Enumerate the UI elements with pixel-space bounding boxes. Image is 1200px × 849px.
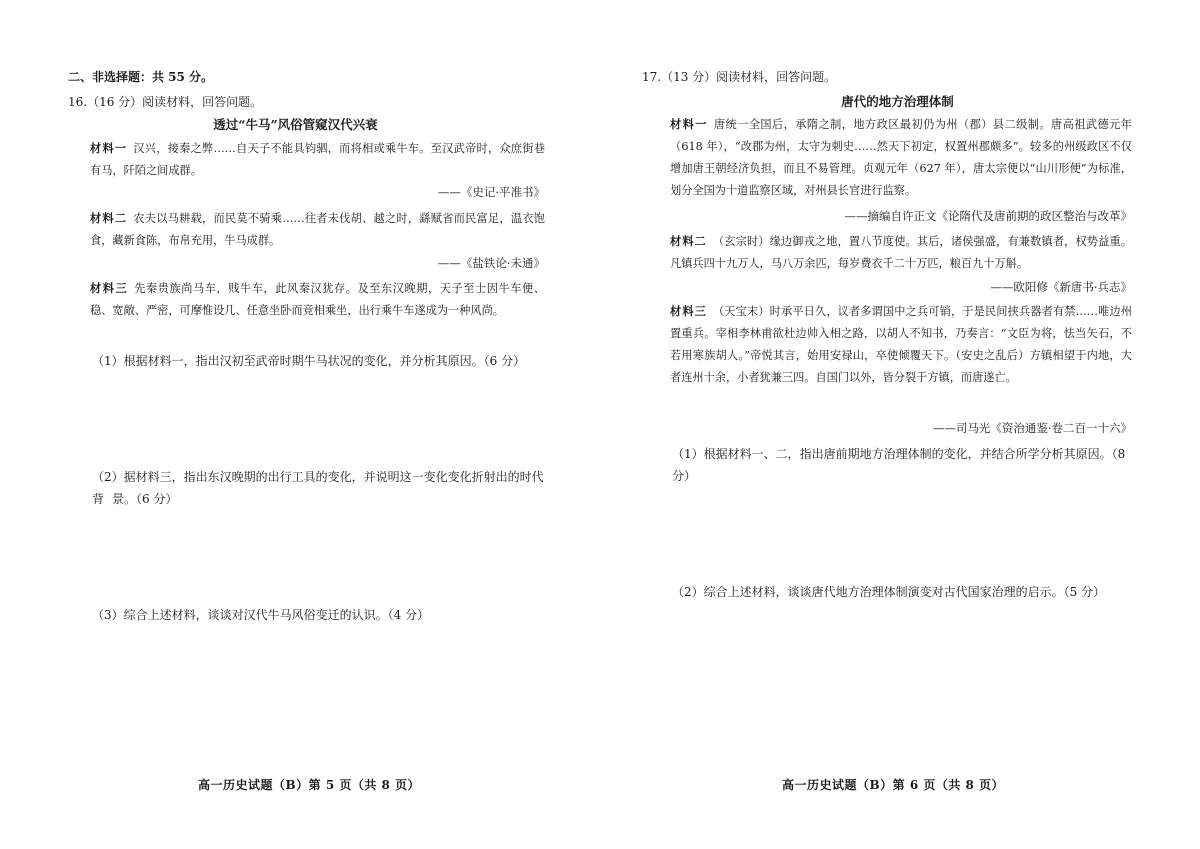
q16-material-2 — [90, 207, 545, 252]
material-label: 材料三 — [670, 304, 707, 318]
q17-material-2-source: ——欧阳修《新唐书·兵志》 — [990, 280, 1132, 294]
q16-material-2-source: ——《盐铁论·未通》 — [437, 256, 545, 270]
q16-material-1 — [90, 137, 545, 182]
material-text: （天宝末）时承平日久，议者多谓国中之兵可销，于是民间挟兵器者有禁……唯边州置重兵。宰相李林甫欲杜边帅入相之路，以胡人不知书，乃奏言：“文臣为将，怯当矢石，不若用寒族胡人。”帝悦其言，始用安禄山，卒使倾覆天下。（安史之乱后）方镇相望于内地，大者连州十余，小者犹兼三四。自国门以外，皆分裂于方镇，而唐遂亡。 — [670, 305, 1132, 384]
q17-subquestion-1: （1）根据材料一、二，指出唐前期地方治理体制的变化，并结合所学分析其原因。（8 分） — [672, 447, 1126, 483]
material-label: 材料一 — [670, 117, 708, 131]
q16-subquestion-1: （1）根据材料一，指出汉初至武帝时期牛马状况的变化，并分析其原因。（6 分） — [92, 354, 526, 368]
q16-subquestion-2-line-1: （2）据材料三，指出东汉晚期的出行工具的变化，并说明这一变化变化折射出的时代背 — [92, 470, 544, 506]
exam-page-6 — [600, 0, 1200, 849]
material-label: 材料三 — [90, 281, 129, 295]
question-16-title: 透过“牛马”风俗管窥汉代兴衰 — [213, 117, 378, 132]
q17-material-2 — [670, 230, 1132, 275]
page-footer: 高一历史试题（B）第 5 页（共 8 页） — [198, 778, 421, 792]
section-header: 二、非选择题：共 55 分。 — [68, 70, 214, 84]
q17-subquestion-2: （2）综合上述材料，谈谈唐代地方治理体制演变对古代国家治理的启示。（5 分） — [672, 585, 1106, 599]
material-label: 材料一 — [90, 141, 128, 155]
q17-material-1 — [670, 113, 1132, 202]
material-text: （玄宗时）缘边御戎之地，置八节度使。其后，诸侯强盛，有兼数镇者，权势益重。凡镇兵四十九万人，马八万余匹，每岁费衣千二十万匹，粮百九十万斛。 — [670, 235, 1132, 270]
material-text: 先秦贵族尚马车，贱牛车，此风秦汉犹存。及至东汉晚期，天子至士因牛车便、稳、宽敞、严密，可摩惟设几、任意坐卧而竞相乘坐，出行乘牛车遂成为一种风尚。 — [90, 282, 545, 317]
q16-subquestion-3: （3）综合上述材料，谈谈对汉代牛马风俗变迁的认识。（4 分） — [92, 608, 430, 622]
question-17-stem: 17.（13 分）阅读材料，回答问题。 — [642, 70, 837, 84]
q16-subquestion-2-line-2: 景。（6 分） — [112, 492, 178, 506]
q17-material-3 — [670, 300, 1132, 389]
material-label: 材料二 — [670, 234, 707, 248]
q16-material-1-source: ——《史记·平准书》 — [437, 185, 545, 199]
q16-material-3 — [90, 277, 545, 322]
material-text: 农夫以马耕载，而民莫不骑乘……往者未伐胡、越之时，繇赋省而民富足，温衣饱食，藏新食陈，布帛充用，牛马成群。 — [90, 212, 545, 247]
material-label: 材料二 — [90, 211, 128, 225]
question-17-title: 唐代的地方治理体制 — [841, 94, 954, 109]
material-text: 唐统一全国后，承隋之制，地方政区最初仍为州（郡）县二级制。唐高祖武德元年（618 年），“改郡为州，太守为刺史……然天下初定，权置州郡颇多”。较多的州级政区不仅增加唐王朝经济负担，而且不易管理。贞观元年（627 年），唐太宗便以“山川形便”为标准，划分全国为十道监察区域，对州县长官进行监察。 — [670, 118, 1132, 197]
q17-material-1-source: ——摘编自许正文《论隋代及唐前期的政区整治与改革》 — [844, 209, 1132, 223]
q17-material-3-source: ——司马光《资治通鉴·卷二百一十六》 — [932, 421, 1132, 435]
question-16-stem: 16.（16 分）阅读材料，回答问题。 — [68, 95, 263, 109]
page-footer: 高一历史试题（B）第 6 页（共 8 页） — [782, 778, 1005, 792]
material-text: 汉兴，接秦之弊……自天子不能具钧驷，而将相或乘牛车。至汉武帝时，众庶街巷有马，阡陌之间成群。 — [90, 142, 545, 177]
